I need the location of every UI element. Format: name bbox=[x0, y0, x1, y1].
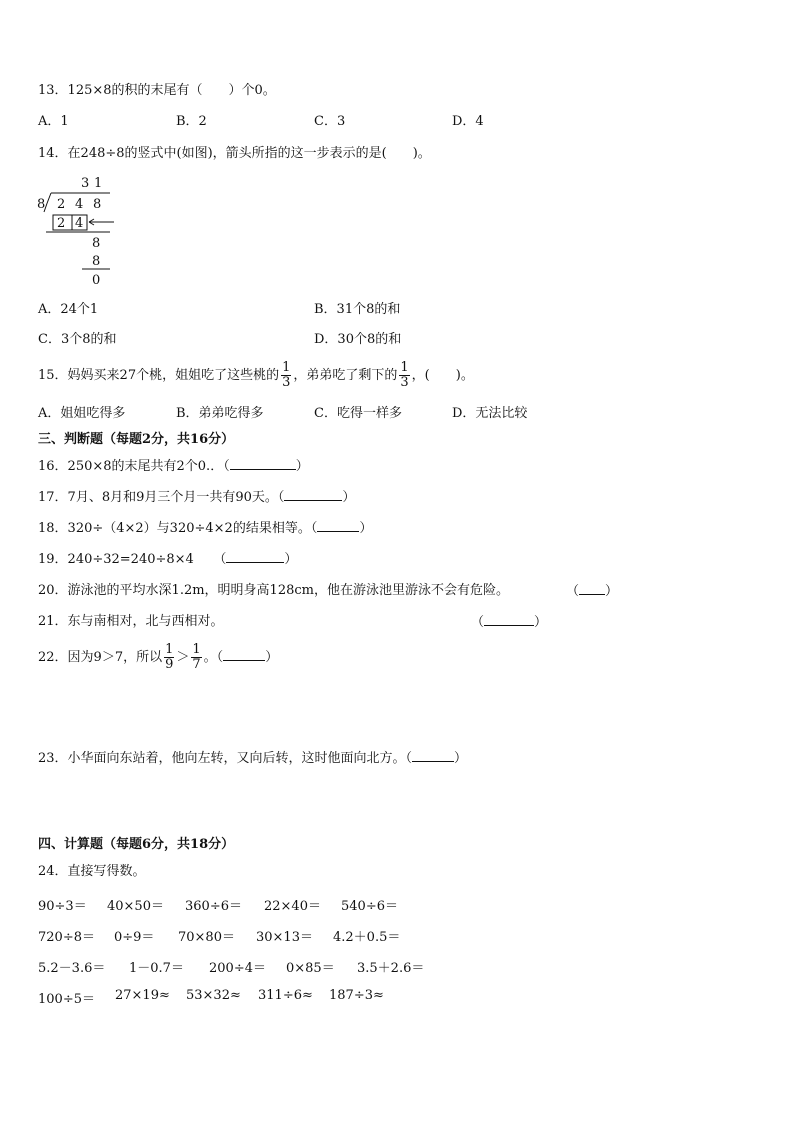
question-20-answer: （ ） bbox=[566, 584, 619, 599]
step1-digit-2: 4 bbox=[75, 216, 84, 231]
question-23: 23．小华面向东站着，他向左转，又向后转，这时他面向北方。（ ） bbox=[38, 751, 468, 766]
question-21: 21．东与南相对，北与西相对。 bbox=[38, 614, 224, 629]
fraction-one-ninth: $\frac{1}{9}$ bbox=[165, 642, 174, 672]
fraction-one-third: $\frac{1}{3}$ bbox=[400, 360, 409, 390]
question-22: 22．因为9＞7，所以 $\frac{1}{9}$ ＞ $\frac{1}{7}$ 。（ ） bbox=[38, 642, 279, 672]
answer-blank[interactable] bbox=[579, 582, 605, 595]
q14-option-a[interactable]: A．24个1 bbox=[38, 302, 99, 317]
q13-option-d[interactable]: D．4 bbox=[452, 114, 484, 129]
fraction-one-seventh: $\frac{1}{7}$ bbox=[192, 642, 201, 672]
calc-item: 200÷4＝ bbox=[209, 961, 266, 976]
q15-option-b[interactable]: B．弟弟吃得多 bbox=[176, 406, 264, 421]
answer-blank[interactable] bbox=[284, 488, 342, 501]
calc-item: 27×19≈ bbox=[115, 988, 170, 1003]
answer-blank[interactable] bbox=[412, 749, 454, 762]
answer-blank[interactable] bbox=[230, 457, 296, 470]
question-19: 19．240÷32=240÷8×4 （ ） bbox=[38, 552, 298, 567]
question-16: 16．250×8的末尾共有2个0.．（ ） bbox=[38, 459, 309, 474]
calc-item: 187÷3≈ bbox=[329, 988, 384, 1003]
calc-item: 0×85＝ bbox=[286, 961, 335, 976]
calc-item: 70×80＝ bbox=[178, 930, 235, 945]
answer-blank[interactable] bbox=[226, 550, 284, 563]
answer-blank[interactable] bbox=[223, 648, 265, 661]
calc-item: 360÷6＝ bbox=[185, 899, 242, 914]
q14-option-c[interactable]: C．3个8的和 bbox=[38, 332, 117, 347]
q13-option-c[interactable]: C．3 bbox=[314, 114, 346, 129]
q15-option-d[interactable]: D．无法比较 bbox=[452, 406, 528, 421]
question-21-answer: （ ） bbox=[471, 615, 548, 630]
section-3-title: 三、判断题（每题2分，共16分） bbox=[38, 432, 235, 447]
calc-item: 40×50＝ bbox=[107, 899, 164, 914]
dividend-digit-1: 2 bbox=[57, 197, 66, 212]
calc-item: 30×13＝ bbox=[256, 930, 313, 945]
quotient-digit-1: 3 bbox=[81, 176, 90, 191]
long-division-figure bbox=[34, 170, 124, 290]
calc-item: 311÷6≈ bbox=[258, 988, 313, 1003]
answer-blank[interactable] bbox=[317, 519, 359, 532]
calc-item: 100÷5＝ bbox=[38, 992, 95, 1007]
answer-blank[interactable] bbox=[484, 613, 534, 626]
question-17: 17．7月、8月和9月三个月一共有90天。（ ） bbox=[38, 490, 356, 505]
calc-item: 0÷9＝ bbox=[114, 930, 155, 945]
q14-option-d[interactable]: D．30个8的和 bbox=[314, 332, 402, 347]
question-20: 20．游泳池的平均水深1.2m，明明身高128cm，他在游泳池里游泳不会有危险。 bbox=[38, 583, 509, 598]
question-14: 14．在248÷8的竖式中(如图)，箭头所指的这一步表示的是( )。 bbox=[38, 146, 431, 161]
divisor: 8 bbox=[37, 197, 46, 212]
fraction-one-third: $\frac{1}{3}$ bbox=[282, 360, 291, 390]
calc-item: 5.2－3.6＝ bbox=[38, 961, 106, 976]
calc-item: 4.2＋0.5＝ bbox=[333, 930, 401, 945]
question-24: 24．直接写得数。 bbox=[38, 864, 146, 879]
calc-item: 540÷6＝ bbox=[341, 899, 398, 914]
calc-item: 90÷3＝ bbox=[38, 899, 87, 914]
q15-option-a[interactable]: A．姐姐吃得多 bbox=[38, 406, 126, 421]
question-18: 18．320÷（4×2）与320÷4×2的结果相等。（ ） bbox=[38, 521, 373, 536]
q13-option-b[interactable]: B．2 bbox=[176, 114, 207, 129]
q15-option-c[interactable]: C．吃得一样多 bbox=[314, 406, 402, 421]
q13-option-a[interactable]: A．1 bbox=[38, 114, 69, 129]
remainder-value: 0 bbox=[92, 273, 101, 288]
dividend-digit-2: 4 bbox=[75, 197, 84, 212]
dividend-digit-3: 8 bbox=[93, 197, 102, 212]
step1-digit-1: 2 bbox=[57, 216, 66, 231]
step3-value: 8 bbox=[92, 254, 101, 269]
calc-item: 22×40＝ bbox=[264, 899, 321, 914]
calc-item: 1－0.7＝ bbox=[129, 961, 184, 976]
calc-item: 53×32≈ bbox=[186, 988, 241, 1003]
step2-value: 8 bbox=[92, 236, 101, 251]
question-15: 15．妈妈买来27个桃，姐姐吃了这些桃的 $\frac{1}{3}$ ，弟弟吃了剩下的 $\frac{1}{3}$ ，( )。 bbox=[38, 360, 474, 390]
q14-option-b[interactable]: B．31个8的和 bbox=[314, 302, 401, 317]
calc-item: 3.5＋2.6＝ bbox=[357, 961, 425, 976]
quotient-digit-2: 1 bbox=[94, 176, 103, 191]
question-13: 13．125×8的积的末尾有（ ）个0。 bbox=[38, 83, 276, 98]
section-4-title: 四、计算题（每题6分，共18分） bbox=[38, 837, 235, 852]
calc-item: 720÷8＝ bbox=[38, 930, 95, 945]
